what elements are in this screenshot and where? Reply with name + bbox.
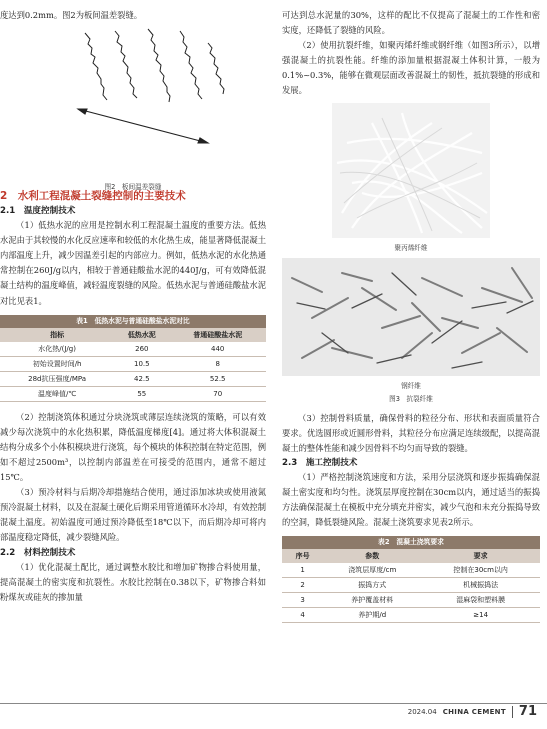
page-footer <box>408 704 537 719</box>
table-cell: 养护覆盖材料 <box>351 596 394 605</box>
image-caption: 聚丙烯纤维 <box>394 243 428 252</box>
table-cell: 440 <box>211 344 225 353</box>
table-1 <box>0 315 266 402</box>
table-cell: 1 <box>300 566 305 575</box>
table-header: 指标 <box>0 328 114 342</box>
subsection-heading: 2.1 温度控制技术 <box>0 206 76 217</box>
table-cell: 水化热/(J/g) <box>38 344 76 353</box>
paragraph: 度达到0.2mm。图2为板间温差裂缝。 <box>0 10 143 20</box>
subsection-heading: 2.3 施工控制技术 <box>282 457 358 468</box>
table-cell: 振捣方式 <box>358 581 387 590</box>
paragraph: （2）控制浇筑体积通过分块浇筑或薄层连续浇筑的策略，可以有效减少每次浇筑中的水化热积累，降低温度梯度[4]。通过将大体积混凝土结构分成多个小体积模块进行浇筑，每个模块的体积控制在特定范围，例如不超过2500m³，以控制内部温差在可接受的范围内，通常不超过15℃。 <box>0 411 266 483</box>
paragraph: （1）低热水泥的应用是控制水利工程混凝土温度的重要方法。低热水泥由于其较慢的水化反应速率和较低的水化热生成，能显著降低混凝土内部温度上升，减少因温差引起的内部应力。例如，低热水泥的水化热通常控制在260J/g以内，相较于普通硅酸盐水泥的440J/g，可有效降低混凝土结构的温度峰值，减轻温度裂缝的风险。低热水泥与普通硅酸盐水泥对比见表1。 <box>0 220 266 306</box>
paragraph: （2）使用抗裂纤维，如聚丙烯纤维或钢纤维（如图3所示），以增强混凝土的抗裂性能。纤维的添加量根据混凝土体积计算，一般为0.1%~0.3%，能够在微观层面改善混凝土的韧性，抵抗裂缝的形成和发展。 <box>282 40 540 96</box>
table-cell: 浇筑层厚度/cm <box>348 566 397 575</box>
paragraph: （3）预冷材料与后期冷却措施结合使用，通过添加冰块或使用液氮预冷混凝土材料，以及在混凝土硬化后期采用管道循环水冷却，有效控制混凝土温度。初始温度可通过预冷降低至18℃以下，而后期冷却可将内部温度稳定降低，减少裂缝风险。 <box>0 487 266 543</box>
table-header: 参数 <box>323 549 421 563</box>
table-title: 表2 混凝土浇筑要求 <box>282 536 540 549</box>
figure-3 <box>282 103 540 403</box>
polypropylene-fiber-image <box>282 103 540 238</box>
table-cell: 3 <box>300 596 305 605</box>
table-cell: 2 <box>300 581 305 590</box>
table-header: 普通硅酸盐水泥 <box>169 328 266 342</box>
table-row <box>0 356 266 371</box>
table-title: 表1 低热水泥与普通硅酸盐水泥对比 <box>0 315 266 328</box>
figure-caption: 图3 抗裂纤维 <box>389 394 433 403</box>
table-row <box>282 593 540 608</box>
crack-diagram <box>0 25 266 145</box>
subsection-heading: 2.2 材料控制技术 <box>0 547 76 558</box>
table-cell: 10.5 <box>134 359 150 368</box>
table-row <box>282 578 540 593</box>
table-header: 要求 <box>421 549 540 563</box>
issue-date: 2024.04 <box>407 707 437 716</box>
table-cell: 55 <box>137 389 147 398</box>
table-row <box>282 608 540 623</box>
image-caption: 钢纤维 <box>401 381 421 390</box>
table-cell: 70 <box>213 389 223 398</box>
table-header: 低热水泥 <box>114 328 169 342</box>
table-cell: ≥14 <box>473 611 489 620</box>
table-row <box>0 371 266 386</box>
paragraph: （3）控制骨料质量，确保骨料的粒径分布、形状和表面质量符合要求。优选圆形或近圆形骨料，其粒径分布应满足连续级配，以提高混凝土的整体性能和减少因骨料不均匀而导致的裂缝。 <box>282 412 540 453</box>
table-header: 序号 <box>282 549 323 563</box>
table-row <box>0 386 266 401</box>
table-cell: 52.5 <box>209 374 226 383</box>
table-cell: 28d抗压强度/MPa <box>28 374 87 383</box>
table-row <box>0 342 266 357</box>
section-heading: 2 水利工程混凝土裂缝控制的主要技术 <box>0 190 186 203</box>
steel-fiber-image <box>282 258 540 376</box>
table-cell: 养护期/d <box>358 611 387 620</box>
table-cell: 湿麻袋和塑料膜 <box>456 596 506 605</box>
journal-name: CHINA CEMENT <box>442 707 506 716</box>
table-cell: 温度峰值/℃ <box>37 389 77 398</box>
figure-2 <box>0 25 266 192</box>
table-cell: 控制在30cm以内 <box>453 566 508 575</box>
paragraph: （1）优化混凝土配比，通过调整水胶比和增加矿物掺合料使用量，提高混凝土的密实度和抗裂性。水胶比控制在0.38以下，矿物掺合料如粉煤灰或硅灰的掺加量 <box>0 561 266 602</box>
table-cell: 42.5 <box>134 374 150 383</box>
table-cell: 机械振捣法 <box>463 581 499 590</box>
figure-caption: 图2 板间温差裂缝 <box>104 183 162 192</box>
table-cell: 4 <box>300 611 305 620</box>
paragraph: （1）严格控制浇筑速度和方法，采用分层浇筑和逐步振捣确保混凝土密实度和均匀性。浇筑层厚度控制在30cm以内，通过适当的振捣方法确保混凝土在模板中充分填充并密实，减少气泡和未充分振捣导致的空洞，降低裂缝风险。混凝土浇筑要求见表2所示。 <box>282 471 540 528</box>
footer-divider <box>512 706 513 718</box>
left-column <box>0 0 266 605</box>
page-number: 71 <box>518 704 537 719</box>
table-2 <box>282 536 540 623</box>
table-row <box>282 563 540 578</box>
paragraph: 可达到总水泥量的30%，这样的配比不仅提高了混凝土的工作性和密实度，还降低了裂缝的风险。 <box>282 10 540 36</box>
table-cell: 8 <box>215 359 220 368</box>
table-cell: 260 <box>135 344 149 353</box>
right-column <box>282 0 540 623</box>
table-cell: 初始设置时间/h <box>32 359 82 368</box>
